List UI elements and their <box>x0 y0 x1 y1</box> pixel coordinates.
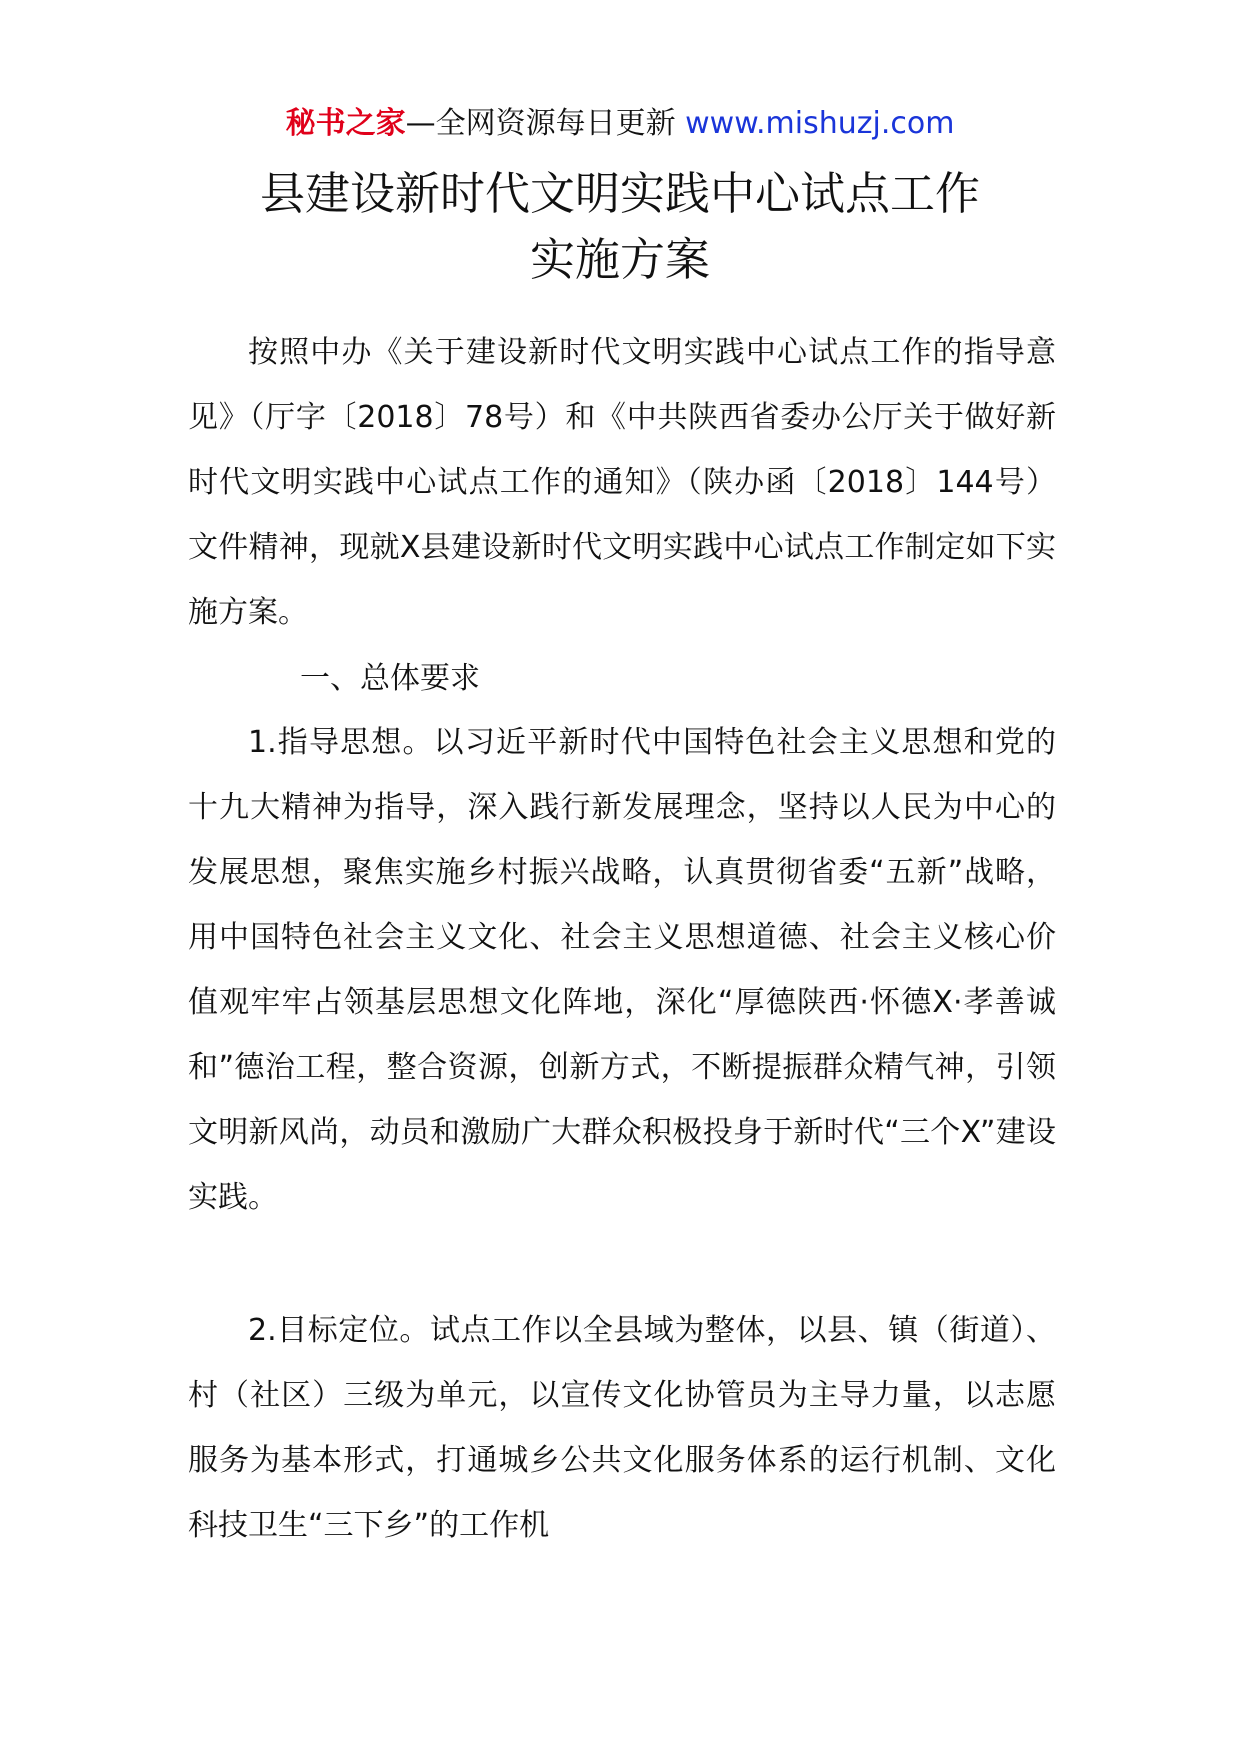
target-positioning-paragraph <box>188 1298 1056 1558</box>
guiding-ideology-paragraph <box>188 710 1056 1230</box>
watermark-url-link[interactable]: www.mishuzj.com <box>685 106 955 141</box>
section-heading-general-requirements: 一、总体要求 <box>300 661 480 696</box>
guiding-ideology-text: 1.指导思想。以习近平新时代中国特色社会主义思想和党的十九大精神为指导，深入践行新发展理念，坚持以人民为中心的发展思想，聚焦实施乡村振兴战略，认真贯彻省委“五新”战略，用中国特色社会主义文化、社会主义思想道德、社会主义核心价值观牢牢占领基层思想文化阵地，深化“厚德陕西·怀德X·孝善诚和”德治工程，整合资源，创新方式，不断提振群众精气神，引领文明新风尚，动员和激励广大群众积极投身于新时代“三个X”建设实践。 <box>188 725 1056 1215</box>
site-watermark-header <box>0 100 1240 148</box>
watermark-brand: 秘书之家 <box>285 106 406 141</box>
document-title-line-1: 县建设新时代文明实践中心试点工作 <box>259 167 980 220</box>
watermark-slogan: —全网资源每日更新 <box>405 106 676 141</box>
intro-paragraph-text: 按照中办《关于建设新时代文明实践中心试点工作的指导意见》（厅字〔2018〕78号）和《中共陕西省委办公厅关于做好新时代文明实践中心试点工作的通知》（陕办函〔2018〕144号）文件精神，现就X县建设新时代文明实践中心试点工作制定如下实施方案。 <box>188 335 1056 630</box>
target-positioning-text: 2.目标定位。试点工作以全县域为整体，以县、镇（街道）、村（社区）三级为单元，以宣传文化协管员为主导力量，以志愿服务为基本形式，打通城乡公共文化服务体系的运行机制、文化科技卫生“三下乡”的工作机 <box>188 1313 1056 1543</box>
document-title-line-2: 实施方案 <box>529 233 710 286</box>
intro-paragraph <box>188 320 1056 645</box>
